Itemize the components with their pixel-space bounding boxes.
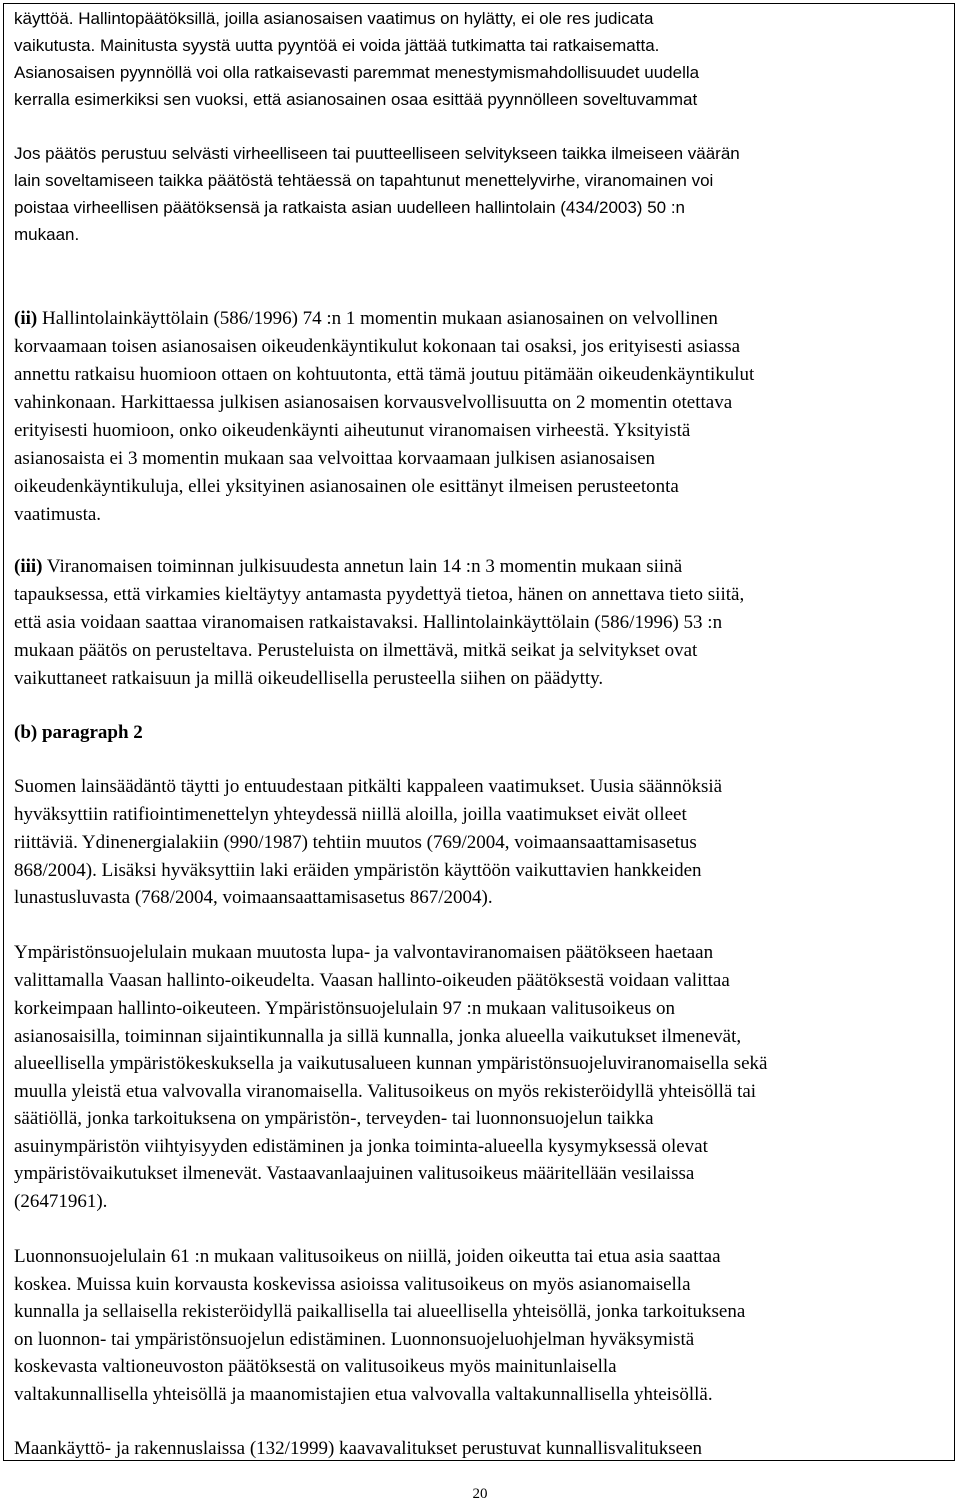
text-line: oikeudenkäyntikuluja, ellei yksityinen asianosainen ole esittänyt ilmeisen perusteetonta [14, 476, 679, 497]
text-line: muulla yleistä etua valvovalla viranomaisella. Valitusoikeus on myös rekisteröidyllä yhteisöllä tai [14, 1081, 757, 1102]
text-line: Maankäyttö- ja rakennuslaissa (132/1999) kaavavalitukset perustuvat kunnallisvalitukseen [14, 1438, 703, 1459]
text-line: tapauksessa, että virkamies kieltäytyy antamasta pyydettyä tietoa, hänen on annettava tieto siitä, [14, 584, 745, 605]
text-line: annettu ratkaisu huomioon ottaen on kohtuutonta, että tämä joutuu pitämään oikeudenkäyntikulut [14, 364, 755, 385]
text-line: säätiöllä, jonka tarkoituksena on ympäristön-, terveyden- tai luonnonsuojelun taikka [14, 1108, 654, 1129]
text-line: vaikuttaneet ratkaisuun ja millä oikeudellisella perusteella siihen on päädytty. [14, 668, 604, 689]
text-span: Hallintolainkäyttölain (586/1996) 74 :n 1 momentin mukaan asianosainen on velvollinen [37, 308, 718, 329]
text-line: Asianosaisen pyynnöllä voi olla ratkaisevasti paremmat menestymismahdollisuudet uudella [14, 63, 700, 82]
text-line: vaatimusta. [14, 504, 102, 525]
text-line: mukaan. [14, 225, 80, 244]
text-line: riittäviä. Ydinenergialakiin (990/1987) tehtiin muutos (769/2004, voimaansaattamisasetus [14, 832, 697, 853]
text-span: Viranomaisen toiminnan julkisuudesta annetun lain 14 :n 3 momentin mukaan siinä [42, 556, 683, 577]
text-line: käyttöä. Hallintopäätöksillä, joilla asianosaisen vaatimus on hylätty, ei ole res judicata [14, 9, 654, 28]
text-line: poistaa virheellisen päätöksensä ja ratkaista asian uudelleen hallintolain (434/2003) 50 :n [14, 198, 686, 217]
text-line: asuinympäristön viihtyisyyden edistäminen ja jonka toiminta-alueella kysymyksessä olevat [14, 1136, 708, 1157]
text-line: valittamalla Vaasan hallinto-oikeudelta. Vaasan hallinto-oikeuden päätöksestä voidaan valittaa [14, 970, 730, 991]
section-label: (iii) [14, 556, 43, 577]
text-line: koskea. Muissa kuin korvausta koskevissa asioissa valitusoikeus on myös asianomaisella [14, 1274, 691, 1295]
text-line: vahinkonaan. Harkittaessa julkisen asianosaisen korvausvelvollisuutta on 2 momentin otettava [14, 392, 733, 413]
text-line: erityisesti huomioon, onko oikeudenkäynti aiheutunut viranomaisen virheestä. Yksityistä [14, 420, 691, 441]
text-line: kunnalla ja sellaisella rekisteröidyllä paikallisella tai alueellisella yhteisöllä, jonka tarkoituksena [14, 1301, 746, 1322]
text-line: (26471961). [14, 1191, 108, 1212]
text-line: Jos päätös perustuu selvästi virheelliseen tai puutteelliseen selvitykseen taikka ilmeiseen väärän [14, 144, 740, 163]
section-ii-first-line [14, 305, 718, 333]
section-iii-first-line [14, 553, 682, 581]
text-line: 868/2004). Lisäksi hyväksyttiin laki eräiden ympäristön käyttöön vaikuttavien hankkeiden [14, 860, 702, 881]
text-line: on luonnon- tai ympäristönsuojelun edistäminen. Luonnonsuojeluohjelman hyväksymistä [14, 1329, 695, 1350]
text-line: ympäristövaikutukset ilmenevät. Vastaavanlaajuinen valitusoikeus määritellään vesilaissa [14, 1163, 695, 1184]
text-line: asianosaista ei 3 momentin mukaan saa velvoittaa korvaamaan julkisen asianosaisen [14, 448, 656, 469]
text-line: vaikutusta. Mainitusta syystä uutta pyyntöä ei voida jättää tutkimatta tai ratkaisematta. [14, 36, 660, 55]
section-heading: (b) paragraph 2 [14, 722, 143, 743]
text-line: valtakunnallisella yhteisöllä ja maanomistajien etua valvovalla valtakunnallisella yhteisöllä. [14, 1384, 713, 1405]
text-line: lain soveltamiseen taikka päätöstä tehtäessä on tapahtunut menettelyvirhe, viranomainen voi [14, 171, 714, 190]
text-line: alueellisella ympäristökeskuksella ja vaikutusalueen kunnan ympäristönsuojeluviranomaisella sekä [14, 1053, 768, 1074]
text-line: kerralla esimerkiksi sen vuoksi, että asianosainen osaa esittää pyynnölleen soveltuvammat [14, 90, 698, 109]
page-number: 20 [472, 1486, 488, 1502]
text-line: hyväksyttiin ratifiointimenettelyn yhteydessä niillä aloilla, joilla vaatimukset eivät olleet [14, 804, 687, 825]
text-line: Luonnonsuojelulain 61 :n mukaan valitusoikeus on niillä, joiden oikeutta tai etua asia saattaa [14, 1246, 721, 1267]
text-line: että asia voidaan saattaa viranomaisen ratkaistavaksi. Hallintolainkäyttölain (586/1996) 53 :n [14, 612, 723, 633]
text-line: korvaamaan toisen asianosaisen oikeudenkäyntikulut kokonaan tai osaksi, jos erityisesti asiassa [14, 336, 741, 357]
text-line: lunastusluvasta (768/2004, voimaansaattamisasetus 867/2004). [14, 887, 493, 908]
text-line: korkeimpaan hallinto-oikeuteen. Ympäristönsuojelulain 97 :n mukaan valitusoikeus on [14, 998, 675, 1019]
text-line: mukaan päätös on perusteltava. Perusteluista on ilmettävä, mitkä seikat ja selvitykset ovat [14, 640, 698, 661]
text-line: koskevasta valtioneuvoston päätöksestä on valitusoikeus myös mainitunlaisella [14, 1356, 617, 1377]
text-line: asianosaisilla, toiminnan sijaintikunnalla ja sillä kunnalla, jonka alueella vaikutukset ilmenevät, [14, 1026, 742, 1047]
text-line: Ympäristönsuojelulain mukaan muutosta lupa- ja valvontaviranomaisen päätökseen haetaan [14, 942, 714, 963]
text-line: Suomen lainsäädäntö täytti jo entuudestaan pitkälti kappaleen vaatimukset. Uusia säännöksiä [14, 776, 723, 797]
section-label: (ii) [14, 308, 38, 329]
